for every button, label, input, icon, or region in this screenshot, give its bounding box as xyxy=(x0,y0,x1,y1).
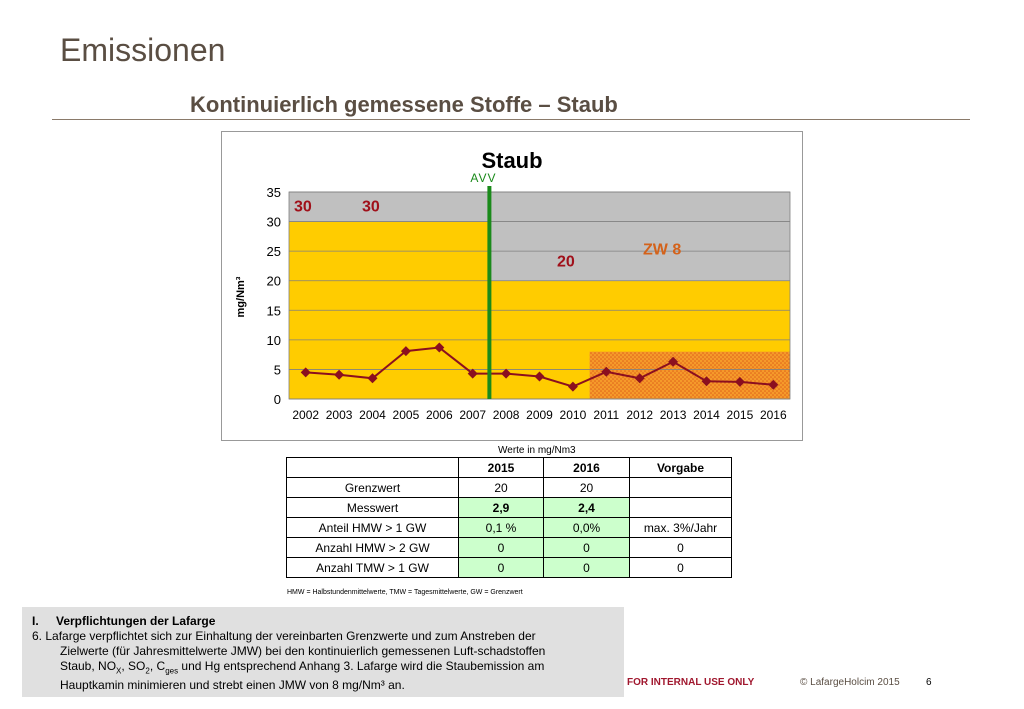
x-tick-label: 2011 xyxy=(593,408,620,422)
table-cell xyxy=(630,498,732,518)
page-title: Emissionen xyxy=(60,32,226,68)
x-tick-label: 2009 xyxy=(526,408,553,422)
obligation-subscript: ges xyxy=(165,666,179,676)
y-axis-label: mg/Nm³ xyxy=(235,276,247,318)
limit-label: 20 xyxy=(557,253,575,271)
limit-label: 30 xyxy=(362,198,380,216)
x-tick-label: 2016 xyxy=(759,408,787,422)
table-cell: 2,4 xyxy=(544,498,630,518)
y-tick-label: 0 xyxy=(273,392,281,407)
target-label: ZW 8 xyxy=(643,241,682,259)
table-cell: 0 xyxy=(544,538,630,558)
values-table xyxy=(286,457,732,578)
y-tick-label: 35 xyxy=(266,185,281,200)
obligation-line: Hauptkamin minimieren und strebt einen JMW von 8 mg/Nm³ an. xyxy=(60,678,405,693)
obligation-line: 6. Lafarge verpflichtet sich zur Einhaltung der vereinbarten Grenzwerte und zum Anstreben der xyxy=(32,629,536,643)
table-header-cell: 2015 xyxy=(459,458,544,478)
x-tick-label: 2007 xyxy=(459,408,487,422)
y-tick-label: 15 xyxy=(266,303,281,319)
obligation-box xyxy=(22,607,624,697)
table-cell: max. 3%/Jahr xyxy=(630,518,732,538)
x-tick-label: 2003 xyxy=(325,408,353,422)
table-row xyxy=(287,498,732,518)
internal-use-notice: FOR INTERNAL USE ONLY xyxy=(627,677,755,688)
y-tick-label: 30 xyxy=(266,214,281,230)
x-tick-label: 2014 xyxy=(693,408,720,422)
table-cell: Messwert xyxy=(287,498,459,518)
table-row xyxy=(287,518,732,538)
staub-chart xyxy=(222,132,802,440)
obligation-fragment: , SO xyxy=(121,659,146,673)
table-row xyxy=(287,558,732,578)
table-header-row xyxy=(287,458,732,478)
obligation-text xyxy=(32,629,602,693)
table-cell: 0 xyxy=(630,558,732,578)
x-tick-label: 2012 xyxy=(626,408,654,422)
table-header-cell xyxy=(287,458,459,478)
obligation-fragment: , C xyxy=(149,659,166,673)
chart-panel xyxy=(221,131,803,441)
table-cell: 0,0% xyxy=(544,518,630,538)
table-row xyxy=(287,478,732,498)
obligation-fragment: Staub, NO xyxy=(60,659,117,673)
table-cell: 20 xyxy=(544,478,630,498)
x-tick-label: 2015 xyxy=(726,408,754,422)
table-cell xyxy=(630,478,732,498)
y-tick-label: 25 xyxy=(266,244,281,260)
obligation-line xyxy=(32,659,602,678)
slide-subtitle: Kontinuierlich gemessene Stoffe – Staub xyxy=(190,92,618,117)
table-header-cell: Vorgabe xyxy=(630,458,732,478)
x-tick-label: 2010 xyxy=(559,408,587,422)
title-divider xyxy=(52,119,970,120)
table-header-cell: 2016 xyxy=(544,458,630,478)
table-cell: 20 xyxy=(459,478,544,498)
obligation-heading-number: I. xyxy=(32,614,39,628)
table-row xyxy=(287,538,732,558)
obligation-heading xyxy=(32,614,215,629)
x-tick-label: 2002 xyxy=(292,408,320,422)
page-number: 6 xyxy=(926,677,932,688)
table-cell: 0 xyxy=(459,558,544,578)
y-tick-label: 5 xyxy=(273,362,281,378)
limit-label: 30 xyxy=(294,198,312,216)
table-cell: 0,1 % xyxy=(459,518,544,538)
obligation-fragment: und Hg entsprechend Anhang 3. Lafarge wird die Staubemission am xyxy=(178,659,545,673)
table-cell: 0 xyxy=(459,538,544,558)
obligation-subscript: 2 xyxy=(145,666,150,676)
table-cell: Anzahl HMW > 2 GW xyxy=(287,538,459,558)
avv-marker-label: AVV xyxy=(470,171,497,185)
y-tick-label: 10 xyxy=(266,332,281,348)
table-cell: 0 xyxy=(630,538,732,558)
table-caption: Werte in mg/Nm3 xyxy=(498,445,576,456)
x-tick-label: 2006 xyxy=(425,408,453,422)
table-cell: Anzahl TMW > 1 GW xyxy=(287,558,459,578)
chart-title: Staub xyxy=(481,148,543,173)
table-footnote: HMW = Halbstundenmittelwerte, TMW = Tagesmittelwerte, GW = Grenzwert xyxy=(287,589,523,596)
obligation-subscript: X xyxy=(116,666,122,676)
obligation-heading-text: Verpflichtungen der Lafarge xyxy=(56,614,216,628)
table-cell: Grenzwert xyxy=(287,478,459,498)
x-tick-label: 2005 xyxy=(392,408,420,422)
table-cell: Anteil HMW > 1 GW xyxy=(287,518,459,538)
table-cell: 0 xyxy=(544,558,630,578)
y-tick-label: 20 xyxy=(266,273,281,289)
x-tick-label: 2013 xyxy=(659,408,687,422)
obligation-line: Zielwerte (für Jahresmittelwerte JMW) bei den kontinuierlich gemessenen Luft-schadstoffen xyxy=(60,644,546,658)
x-tick-label: 2004 xyxy=(359,408,386,422)
copyright: © LafargeHolcim 2015 xyxy=(800,677,900,688)
table-cell: 2,9 xyxy=(459,498,544,518)
x-tick-label: 2008 xyxy=(492,408,520,422)
